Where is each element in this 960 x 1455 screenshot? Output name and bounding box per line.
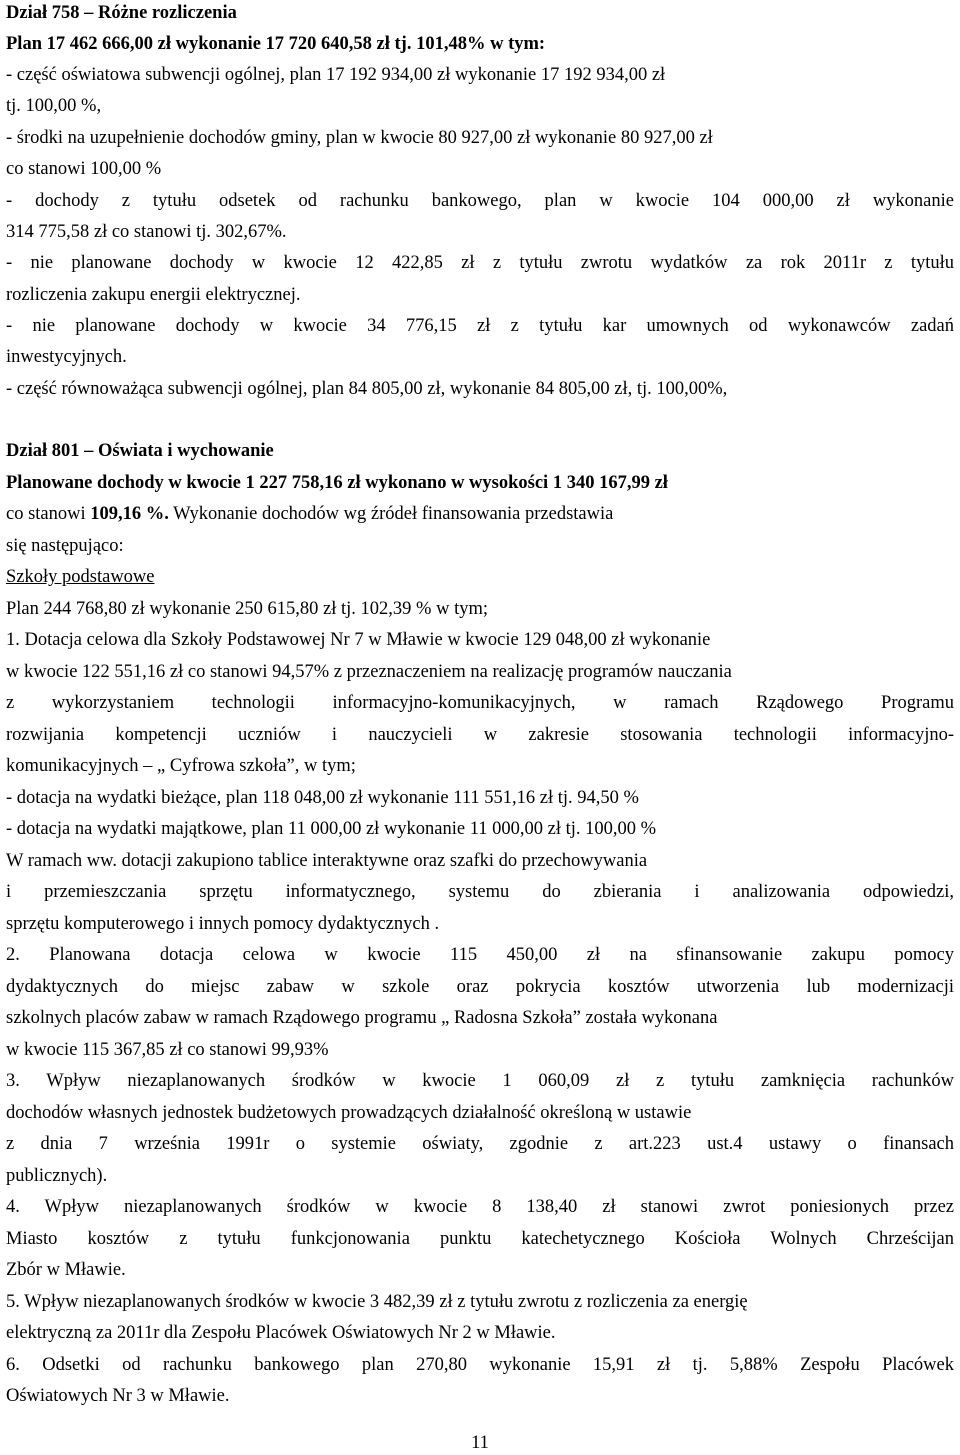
text-line: dydaktycznych do miejsc zabaw w szkole oraz pokrycia kosztów utworzenia lub modernizacji xyxy=(6,977,954,997)
page-number: 11 xyxy=(471,1433,489,1453)
text-line: inwestycyjnych. xyxy=(6,347,127,367)
text-line: - dotacja na wydatki majątkowe, plan 11 000,00 zł wykonanie 11 000,00 zł tj. 100,00 % xyxy=(6,819,657,839)
text-line: 5. Wpływ niezaplanowanych środków w kwocie 3 482,39 zł z tytułu zwrotu z rozliczenia za energię xyxy=(6,1292,748,1312)
subsection-heading: Szkoły podstawowe xyxy=(6,567,155,587)
text-line: w kwocie 115 367,85 zł co stanowi 99,93% xyxy=(6,1040,329,1060)
text-line: w kwocie 122 551,16 zł co stanowi 94,57% z przeznaczeniem na realizację programów nauczania xyxy=(6,662,732,682)
text-line: z dnia 7 września 1991r o systemie oświaty, zgodnie z art.223 ust.4 ustawy o finansach xyxy=(6,1134,954,1154)
plan-summary-758: Plan 17 462 666,00 zł wykonanie 17 720 640,58 zł tj. 101,48% w tym: xyxy=(6,34,546,54)
text-line: Zbór w Mławie. xyxy=(6,1260,126,1280)
text-line: 314 775,58 zł co stanowi tj. 302,67%. xyxy=(6,222,287,242)
text-line: się następująco: xyxy=(6,536,124,556)
text-line: dochodów własnych jednostek budżetowych prowadzących działalność określoną w ustawie xyxy=(6,1103,692,1123)
text-line: - dotacja na wydatki bieżące, plan 118 048,00 zł wykonanie 111 551,16 zł tj. 94,50 % xyxy=(6,788,639,808)
text-line: i przemieszczania sprzętu informatycznego, systemu do zbierania i analizowania odpowiedzi, xyxy=(6,882,954,902)
text-line: z wykorzystaniem technologii informacyjno-komunikacyjnych, w ramach Rządowego Programu xyxy=(6,693,954,713)
text-line: 1. Dotacja celowa dla Szkoły Podstawowej Nr 7 w Mławie w kwocie 129 048,00 zł wykonanie xyxy=(6,630,711,650)
text-line: publicznych). xyxy=(6,1166,108,1186)
text-line: rozliczenia zakupu energii elektrycznej. xyxy=(6,285,301,305)
text-line xyxy=(6,503,613,525)
section-heading-801: Dział 801 – Oświata i wychowanie xyxy=(6,441,274,461)
text-line: 2. Planowana dotacja celowa w kwocie 115 450,00 zł na sfinansowanie zakupu pomocy xyxy=(6,945,954,965)
text-line: sprzętu komputerowego i innych pomocy dydaktycznych . xyxy=(6,914,440,934)
text-line: rozwijania kompetencji uczniów i nauczycieli w zakresie stosowania technologii informacyjno- xyxy=(6,725,954,745)
text-fragment: co stanowi xyxy=(6,504,91,524)
text-line: Miasto kosztów z tytułu funkcjonowania punktu katechetycznego Kościoła Wolnych Chrześcijan xyxy=(6,1229,954,1249)
text-line: - nie planowane dochody w kwocie 12 422,85 zł z tytułu zwrotu wydatków za rok 2011r z tytułu xyxy=(6,253,954,273)
text-line: co stanowi 100,00 % xyxy=(6,159,162,179)
text-line: - dochody z tytułu odsetek od rachunku bankowego, plan w kwocie 104 000,00 zł wykonanie xyxy=(6,191,954,211)
text-line: 4. Wpływ niezaplanowanych środków w kwocie 8 138,40 zł stanowi zwrot poniesionych przez xyxy=(6,1197,954,1217)
text-line: - środki na uzupełnienie dochodów gminy, plan w kwocie 80 927,00 zł wykonanie 80 927,00 zł xyxy=(6,128,713,148)
text-line: Oświatowych Nr 3 w Mławie. xyxy=(6,1386,230,1406)
text-line: 3. Wpływ niezaplanowanych środków w kwocie 1 060,09 zł z tytułu zamknięcia rachunków xyxy=(6,1071,954,1091)
text-line: - część oświatowa subwencji ogólnej, plan 17 192 934,00 zł wykonanie 17 192 934,00 zł xyxy=(6,65,666,85)
plan-summary-801: Planowane dochody w kwocie 1 227 758,16 zł wykonano w wysokości 1 340 167,99 zł xyxy=(6,473,668,493)
text-line: - nie planowane dochody w kwocie 34 776,15 zł z tytułu kar umownych od wykonawców zadań xyxy=(6,316,954,336)
text-line: W ramach ww. dotacji zakupiono tablice interaktywne oraz szafki do przechowywania xyxy=(6,851,648,871)
text-line: Plan 244 768,80 zł wykonanie 250 615,80 zł tj. 102,39 % w tym; xyxy=(6,599,488,619)
text-line: komunikacyjnych – „ Cyfrowa szkoła”, w tym; xyxy=(6,756,356,776)
text-fragment: Wykonanie dochodów wg źródeł finansowania przedstawia xyxy=(168,504,614,524)
text-line: 6. Odsetki od rachunku bankowego plan 270,80 wykonanie 15,91 zł tj. 5,88% Zespołu Placówek xyxy=(6,1355,954,1375)
text-line: elektryczną za 2011r dla Zespołu Placówek Oświatowych Nr 2 w Mławie. xyxy=(6,1323,556,1343)
section-heading-758: Dział 758 – Różne rozliczenia xyxy=(6,3,237,23)
text-line: tj. 100,00 %, xyxy=(6,96,102,116)
text-line: szkolnych placów zabaw w ramach Rządowego programu „ Radosna Szkoła” została wykonana xyxy=(6,1008,718,1028)
percent-value: 109,16 %. xyxy=(90,504,169,524)
text-line: - część równoważąca subwencji ogólnej, plan 84 805,00 zł, wykonanie 84 805,00 zł, tj. 100,00%, xyxy=(6,379,728,399)
